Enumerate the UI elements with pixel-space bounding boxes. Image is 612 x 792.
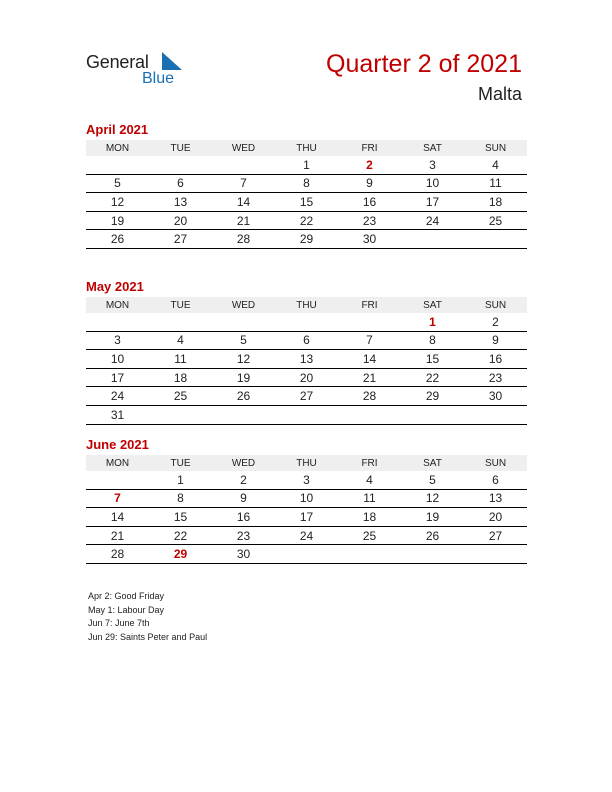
weekday-header: TUE (149, 140, 212, 156)
country-name: Malta (477, 84, 522, 104)
day-cell: 17 (401, 193, 464, 212)
weekday-header: WED (212, 455, 275, 471)
day-cell: 9 (338, 174, 401, 193)
logo (86, 52, 196, 92)
day-cell: 28 (86, 545, 149, 564)
day-cell: 10 (275, 489, 338, 508)
day-cell: 12 (401, 489, 464, 508)
day-cell: 17 (86, 368, 149, 387)
weekday-header: FRI (338, 297, 401, 313)
day-cell: 9 (212, 489, 275, 508)
weekday-header: SAT (401, 455, 464, 471)
empty-day-cell (401, 405, 464, 424)
day-cell: 29 (401, 387, 464, 406)
weekday-header-row (86, 455, 527, 471)
day-cell: 14 (86, 508, 149, 527)
day-cell: 4 (149, 331, 212, 350)
day-cell: 14 (338, 350, 401, 369)
day-cell: 25 (338, 526, 401, 545)
holiday-note: Apr 2: Good Friday (88, 591, 165, 601)
day-cell: 11 (338, 489, 401, 508)
day-cell: 2 (212, 471, 275, 489)
empty-day-cell (401, 230, 464, 249)
day-cell: 14 (212, 193, 275, 212)
week-row (86, 545, 527, 564)
empty-day-cell (401, 545, 464, 564)
day-cell: 13 (275, 350, 338, 369)
day-cell: 19 (86, 211, 149, 230)
day-cell: 24 (86, 387, 149, 406)
day-cell: 10 (86, 350, 149, 369)
day-cell: 10 (401, 174, 464, 193)
month-title: June 2021 (86, 437, 149, 452)
empty-day-cell (338, 405, 401, 424)
weekday-header: WED (212, 297, 275, 313)
day-cell: 24 (275, 526, 338, 545)
week-row (86, 313, 527, 331)
weekday-header: THU (275, 297, 338, 313)
empty-day-cell (212, 156, 275, 174)
empty-day-cell (86, 313, 149, 331)
weekday-header: THU (275, 140, 338, 156)
weekday-header: WED (212, 140, 275, 156)
empty-day-cell (275, 405, 338, 424)
weekday-header: SUN (464, 140, 527, 156)
day-cell: 15 (401, 350, 464, 369)
month-table (86, 455, 527, 564)
weekday-header-row (86, 140, 527, 156)
day-cell: 15 (149, 508, 212, 527)
empty-day-cell (338, 313, 401, 331)
day-cell: 8 (401, 331, 464, 350)
empty-day-cell (149, 405, 212, 424)
day-cell: 26 (401, 526, 464, 545)
day-cell: 19 (212, 368, 275, 387)
day-cell: 5 (86, 174, 149, 193)
day-cell: 23 (464, 368, 527, 387)
week-row (86, 211, 527, 230)
week-row (86, 174, 527, 193)
week-row (86, 350, 527, 369)
day-cell: 18 (338, 508, 401, 527)
day-cell: 28 (338, 387, 401, 406)
day-cell: 5 (212, 331, 275, 350)
empty-day-cell (464, 405, 527, 424)
weekday-header: SUN (464, 455, 527, 471)
weekday-header-row (86, 297, 527, 313)
weekday-header: MON (86, 455, 149, 471)
day-cell: 6 (275, 331, 338, 350)
day-cell: 4 (464, 156, 527, 174)
weekday-header: FRI (338, 140, 401, 156)
month-block (86, 121, 527, 249)
day-cell: 29 (149, 545, 212, 564)
day-cell: 5 (401, 471, 464, 489)
day-cell: 22 (149, 526, 212, 545)
empty-day-cell (212, 313, 275, 331)
day-cell: 7 (338, 331, 401, 350)
day-cell: 31 (86, 405, 149, 424)
weekday-header: SAT (401, 297, 464, 313)
month-title: May 2021 (86, 279, 144, 294)
day-cell: 16 (464, 350, 527, 369)
logo-triangle-icon (162, 52, 182, 70)
weekday-header: TUE (149, 297, 212, 313)
day-cell: 23 (338, 211, 401, 230)
day-cell: 20 (464, 508, 527, 527)
empty-day-cell (275, 545, 338, 564)
day-cell: 21 (86, 526, 149, 545)
day-cell: 21 (212, 211, 275, 230)
weekday-header: FRI (338, 455, 401, 471)
empty-day-cell (149, 313, 212, 331)
week-row (86, 471, 527, 489)
day-cell: 18 (464, 193, 527, 212)
day-cell: 17 (275, 508, 338, 527)
day-cell: 20 (275, 368, 338, 387)
day-cell: 2 (464, 313, 527, 331)
day-cell: 7 (212, 174, 275, 193)
day-cell: 23 (212, 526, 275, 545)
day-cell: 30 (338, 230, 401, 249)
week-row (86, 489, 527, 508)
empty-day-cell (464, 545, 527, 564)
day-cell: 6 (149, 174, 212, 193)
empty-day-cell (212, 405, 275, 424)
holiday-note: Jun 29: Saints Peter and Paul (88, 631, 208, 642)
day-cell: 22 (275, 211, 338, 230)
week-row (86, 230, 527, 249)
day-cell: 24 (401, 211, 464, 230)
week-row (86, 508, 527, 527)
day-cell: 29 (275, 230, 338, 249)
page-title: Quarter 2 of 2021 (326, 50, 522, 78)
month-title: April 2021 (86, 122, 149, 137)
holiday-note: May 1: Labour Day (88, 604, 165, 615)
day-cell: 27 (275, 387, 338, 406)
logo-blue-text: Blue (142, 70, 175, 87)
day-cell: 28 (212, 230, 275, 249)
day-cell: 13 (464, 489, 527, 508)
weekday-header: TUE (149, 455, 212, 471)
day-cell: 13 (149, 193, 212, 212)
day-cell: 20 (149, 211, 212, 230)
day-cell: 25 (464, 211, 527, 230)
day-cell: 22 (401, 368, 464, 387)
day-cell: 1 (149, 471, 212, 489)
day-cell: 11 (149, 350, 212, 369)
day-cell: 27 (464, 526, 527, 545)
empty-day-cell (275, 313, 338, 331)
month-table (86, 140, 527, 249)
holiday-note: Jun 7: June 7th (88, 618, 150, 628)
day-cell: 15 (275, 193, 338, 212)
weekday-header: THU (275, 455, 338, 471)
day-cell: 11 (464, 174, 527, 193)
weekday-header: MON (86, 140, 149, 156)
day-cell: 26 (212, 387, 275, 406)
week-row (86, 526, 527, 545)
day-cell: 1 (401, 313, 464, 331)
logo-general-text: General (86, 52, 149, 72)
day-cell: 18 (149, 368, 212, 387)
day-cell: 3 (401, 156, 464, 174)
day-cell: 1 (275, 156, 338, 174)
empty-day-cell (86, 471, 149, 489)
day-cell: 8 (149, 489, 212, 508)
day-cell: 2 (338, 156, 401, 174)
day-cell: 21 (338, 368, 401, 387)
day-cell: 19 (401, 508, 464, 527)
month-block (86, 436, 527, 564)
month-table (86, 297, 527, 425)
day-cell: 6 (464, 471, 527, 489)
day-cell: 3 (275, 471, 338, 489)
holiday-notes (88, 590, 207, 644)
empty-day-cell (86, 156, 149, 174)
empty-day-cell (149, 156, 212, 174)
week-row (86, 156, 527, 174)
day-cell: 26 (86, 230, 149, 249)
week-row (86, 193, 527, 212)
week-row (86, 405, 527, 424)
day-cell: 30 (464, 387, 527, 406)
weekday-header: MON (86, 297, 149, 313)
day-cell: 16 (212, 508, 275, 527)
week-row (86, 387, 527, 406)
empty-day-cell (464, 230, 527, 249)
day-cell: 8 (275, 174, 338, 193)
week-row (86, 368, 527, 387)
week-row (86, 331, 527, 350)
day-cell: 4 (338, 471, 401, 489)
empty-day-cell (338, 545, 401, 564)
weekday-header: SUN (464, 297, 527, 313)
month-block (86, 278, 527, 425)
day-cell: 3 (86, 331, 149, 350)
weekday-header: SAT (401, 140, 464, 156)
day-cell: 9 (464, 331, 527, 350)
day-cell: 12 (212, 350, 275, 369)
day-cell: 7 (86, 489, 149, 508)
day-cell: 27 (149, 230, 212, 249)
day-cell: 16 (338, 193, 401, 212)
day-cell: 25 (149, 387, 212, 406)
day-cell: 12 (86, 193, 149, 212)
day-cell: 30 (212, 545, 275, 564)
